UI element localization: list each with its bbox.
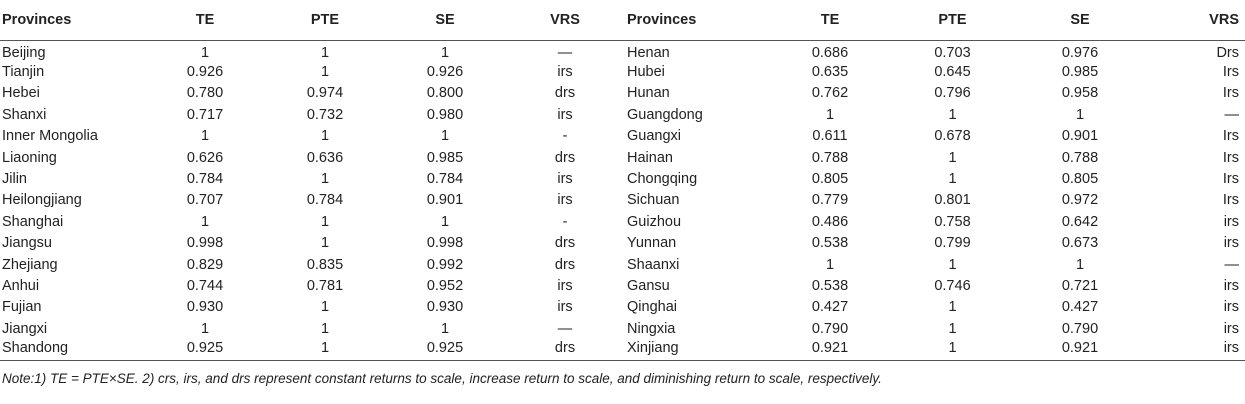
table-row bbox=[0, 339, 1245, 360]
cell-se-left: 0.901 bbox=[426, 192, 464, 209]
cell-province-left: Jiangsu bbox=[2, 235, 52, 252]
cell-se-left: 0.992 bbox=[426, 256, 464, 273]
cell-te-right: 0.779 bbox=[811, 192, 849, 209]
cell-vrs-right: Irs bbox=[1222, 171, 1239, 188]
cell-se-left: 0.784 bbox=[426, 171, 464, 188]
cell-vrs-right: Irs bbox=[1222, 149, 1239, 166]
cell-pte-right: 1 bbox=[948, 149, 957, 166]
cell-vrs-left: irs bbox=[557, 64, 573, 81]
cell-province-left: Fujian bbox=[2, 299, 42, 316]
cell-vrs-right: Drs bbox=[1216, 44, 1239, 61]
cell-te-right: 0.538 bbox=[811, 235, 849, 252]
cell-pte-left: 1 bbox=[320, 213, 330, 230]
cell-province-left: Anhui bbox=[2, 277, 40, 294]
cell-se-right: 0.958 bbox=[1061, 85, 1099, 102]
cell-te-left: 0.626 bbox=[186, 149, 224, 166]
cell-vrs-right: irs bbox=[1223, 277, 1239, 294]
cell-vrs-left: - bbox=[562, 128, 568, 145]
cell-pte-left: 0.732 bbox=[306, 106, 344, 123]
table-row bbox=[0, 254, 1245, 275]
table-row bbox=[0, 190, 1245, 211]
cell-vrs-right: Irs bbox=[1222, 128, 1239, 145]
cell-se-left: 1 bbox=[440, 44, 450, 61]
cell-se-left: 0.926 bbox=[426, 64, 464, 81]
cell-province-right: Shaanxi bbox=[627, 256, 680, 273]
cell-province-left: Shanghai bbox=[2, 213, 64, 230]
cell-vrs-right: — bbox=[1224, 256, 1239, 273]
cell-vrs-left: — bbox=[557, 44, 573, 61]
cell-province-left: Tianjin bbox=[2, 64, 45, 81]
cell-pte-left: 0.784 bbox=[306, 192, 344, 209]
cell-se-left: 0.985 bbox=[426, 149, 464, 166]
cell-te-right: 0.486 bbox=[811, 213, 849, 230]
cell-province-left: Liaoning bbox=[2, 149, 57, 166]
cell-vrs-left: - bbox=[562, 213, 568, 230]
cell-te-right: 0.790 bbox=[811, 320, 849, 337]
cell-province-right: Guangxi bbox=[627, 128, 682, 145]
cell-pte-right: 1 bbox=[948, 171, 957, 188]
cell-province-right: Henan bbox=[627, 44, 670, 61]
cell-pte-right: 1 bbox=[948, 299, 957, 316]
cell-vrs-right: — bbox=[1224, 106, 1239, 123]
header-se-right: SE bbox=[1015, 0, 1145, 40]
table-row bbox=[0, 168, 1245, 189]
cell-pte-left: 1 bbox=[320, 235, 330, 252]
cell-vrs-left: irs bbox=[557, 192, 573, 209]
cell-se-left: 0.998 bbox=[426, 235, 464, 252]
cell-te-right: 0.635 bbox=[811, 64, 849, 81]
cell-vrs-right: irs bbox=[1223, 213, 1239, 230]
cell-vrs-right: irs bbox=[1223, 235, 1239, 252]
cell-province-left: Beijing bbox=[2, 44, 46, 61]
cell-te-right: 0.762 bbox=[811, 85, 849, 102]
cell-vrs-right: Irs bbox=[1222, 85, 1239, 102]
cell-province-right: Hunan bbox=[627, 85, 670, 102]
cell-te-left: 0.829 bbox=[186, 256, 224, 273]
cell-pte-left: 0.835 bbox=[306, 256, 344, 273]
cell-province-right: Guangdong bbox=[627, 106, 703, 123]
cell-se-left: 0.980 bbox=[426, 106, 464, 123]
cell-province-right: Hainan bbox=[627, 149, 673, 166]
cell-se-right: 0.972 bbox=[1061, 192, 1099, 209]
table-row bbox=[0, 104, 1245, 125]
cell-pte-right: 1 bbox=[948, 320, 957, 337]
cell-pte-left: 1 bbox=[320, 44, 330, 61]
table-row bbox=[0, 126, 1245, 147]
cell-pte-left: 1 bbox=[320, 64, 330, 81]
cell-te-right: 0.538 bbox=[811, 277, 849, 294]
cell-se-left: 1 bbox=[440, 128, 450, 145]
cell-te-right: 0.788 bbox=[811, 149, 849, 166]
cell-pte-right: 0.678 bbox=[934, 128, 971, 145]
cell-vrs-left: irs bbox=[557, 299, 573, 316]
cell-vrs-left: drs bbox=[554, 235, 576, 252]
table-row bbox=[0, 61, 1245, 82]
cell-pte-left: 1 bbox=[320, 299, 330, 316]
cell-pte-right: 1 bbox=[948, 106, 957, 123]
cell-te-left: 0.998 bbox=[186, 235, 224, 252]
header-pte-right: PTE bbox=[890, 0, 1015, 40]
table-row bbox=[0, 275, 1245, 296]
table-body bbox=[0, 40, 1245, 361]
cell-pte-right: 0.758 bbox=[934, 213, 971, 230]
cell-se-right: 1 bbox=[1075, 256, 1085, 273]
table-row bbox=[0, 233, 1245, 254]
cell-te-left: 1 bbox=[200, 213, 210, 230]
table-row bbox=[0, 297, 1245, 318]
cell-te-right: 0.427 bbox=[811, 299, 849, 316]
cell-pte-right: 0.796 bbox=[934, 85, 971, 102]
cell-pte-left: 0.636 bbox=[306, 149, 344, 166]
table-row bbox=[0, 40, 1245, 61]
cell-pte-right: 0.746 bbox=[934, 277, 971, 294]
cell-pte-right: 0.799 bbox=[934, 235, 971, 252]
header-vrs-right: VRS bbox=[1145, 0, 1245, 40]
cell-province-right: Yunnan bbox=[627, 235, 677, 252]
cell-te-right: 0.686 bbox=[811, 44, 849, 61]
cell-vrs-left: irs bbox=[557, 277, 573, 294]
cell-se-left: 0.925 bbox=[385, 339, 505, 360]
header-te-right: TE bbox=[770, 0, 890, 40]
cell-vrs-right: irs bbox=[1145, 339, 1245, 360]
cell-province-left: Hebei bbox=[2, 85, 40, 102]
cell-se-right: 0.721 bbox=[1061, 277, 1099, 294]
cell-te-left: 1 bbox=[200, 44, 210, 61]
cell-te-left: 0.707 bbox=[186, 192, 224, 209]
cell-province-right: Gansu bbox=[627, 277, 670, 294]
cell-pte-right: 0.801 bbox=[934, 192, 971, 209]
cell-se-right: 0.788 bbox=[1061, 149, 1099, 166]
cell-pte-right: 0.703 bbox=[934, 44, 971, 61]
cell-te-left: 1 bbox=[200, 128, 210, 145]
table-row bbox=[0, 147, 1245, 168]
cell-pte-left: 0.974 bbox=[306, 85, 344, 102]
header-pte-left: PTE bbox=[265, 0, 385, 40]
cell-te-right: 0.921 bbox=[770, 339, 890, 360]
cell-pte-left: 1 bbox=[265, 339, 385, 360]
cell-province-left: Heilongjiang bbox=[2, 192, 82, 209]
cell-se-right: 0.427 bbox=[1061, 299, 1099, 316]
cell-se-right: 1 bbox=[1075, 106, 1085, 123]
cell-province-right: Sichuan bbox=[627, 192, 680, 209]
cell-te-left: 0.744 bbox=[186, 277, 224, 294]
cell-te-left: 0.717 bbox=[186, 106, 224, 123]
cell-se-left: 0.930 bbox=[426, 299, 464, 316]
header-vrs-left: VRS bbox=[505, 0, 625, 40]
cell-te-right: 0.805 bbox=[811, 171, 849, 188]
cell-vrs-left: irs bbox=[557, 106, 573, 123]
cell-se-right: 0.976 bbox=[1061, 44, 1099, 61]
cell-vrs-left: drs bbox=[554, 256, 576, 273]
cell-te-right: 0.611 bbox=[812, 128, 848, 145]
cell-se-left: 1 bbox=[440, 213, 450, 230]
table-row bbox=[0, 318, 1245, 339]
cell-pte-left: 1 bbox=[320, 128, 330, 145]
table-note: Note:1) TE = PTE×SE. 2) crs, irs, and drs represent constant returns to scale, increase return to scale, and diminishing return to scale, respectively. bbox=[2, 371, 882, 387]
cell-te-left: 0.930 bbox=[186, 299, 224, 316]
cell-se-left: 0.800 bbox=[426, 85, 464, 102]
cell-vrs-left: irs bbox=[557, 171, 573, 188]
cell-se-right: 0.673 bbox=[1061, 235, 1099, 252]
cell-province-left: Jilin bbox=[2, 171, 27, 188]
cell-se-right: 0.790 bbox=[1061, 320, 1099, 337]
cell-pte-left: 0.781 bbox=[306, 277, 344, 294]
header-provinces-right: Provinces bbox=[625, 0, 770, 40]
cell-te-right: 1 bbox=[825, 106, 835, 123]
cell-te-right: 1 bbox=[825, 256, 835, 273]
cell-province-right: Qinghai bbox=[627, 299, 677, 316]
cell-vrs-right: irs bbox=[1223, 299, 1239, 316]
header-provinces-left: Provinces bbox=[0, 0, 145, 40]
cell-province-right: Ningxia bbox=[627, 320, 676, 337]
cell-pte-right: 0.645 bbox=[934, 64, 971, 81]
table-row bbox=[0, 83, 1245, 104]
cell-se-left: 0.952 bbox=[426, 277, 464, 294]
cell-province-left: Zhejiang bbox=[2, 256, 58, 273]
cell-vrs-left: drs bbox=[505, 339, 625, 360]
cell-province-right: Hubei bbox=[627, 64, 665, 81]
cell-province-left: Jiangxi bbox=[2, 320, 48, 337]
cell-vrs-left: drs bbox=[554, 85, 576, 102]
cell-vrs-right: Irs bbox=[1222, 64, 1239, 81]
cell-se-left: 1 bbox=[440, 320, 450, 337]
cell-pte-right: 1 bbox=[948, 256, 957, 273]
cell-pte-left: 1 bbox=[320, 171, 330, 188]
header-row bbox=[0, 0, 1245, 40]
cell-se-right: 0.901 bbox=[1061, 128, 1099, 145]
cell-te-left: 1 bbox=[200, 320, 210, 337]
cell-province-right: Xinjiang bbox=[625, 339, 770, 360]
cell-province-left: Inner Mongolia bbox=[2, 128, 98, 145]
cell-pte-left: 1 bbox=[320, 320, 330, 337]
header-te-left: TE bbox=[145, 0, 265, 40]
cell-province-left: Shandong bbox=[0, 339, 145, 360]
cell-vrs-left: — bbox=[557, 320, 573, 337]
cell-te-left: 0.780 bbox=[186, 85, 224, 102]
table-row bbox=[0, 211, 1245, 232]
cell-province-left: Shanxi bbox=[2, 106, 47, 123]
cell-te-left: 0.784 bbox=[186, 171, 224, 188]
cell-se-right: 0.921 bbox=[1015, 339, 1145, 360]
cell-province-right: Chongqing bbox=[627, 171, 698, 188]
cell-te-left: 0.925 bbox=[145, 339, 265, 360]
cell-pte-right: 1 bbox=[890, 339, 1015, 360]
cell-province-right: Guizhou bbox=[627, 213, 682, 230]
cell-te-left: 0.926 bbox=[186, 64, 224, 81]
cell-se-right: 0.985 bbox=[1061, 64, 1099, 81]
cell-vrs-right: irs bbox=[1223, 320, 1239, 337]
cell-vrs-left: drs bbox=[554, 149, 576, 166]
cell-se-right: 0.642 bbox=[1061, 213, 1099, 230]
header-se-left: SE bbox=[385, 0, 505, 40]
cell-se-right: 0.805 bbox=[1061, 171, 1099, 188]
cell-vrs-right: Irs bbox=[1222, 192, 1239, 209]
